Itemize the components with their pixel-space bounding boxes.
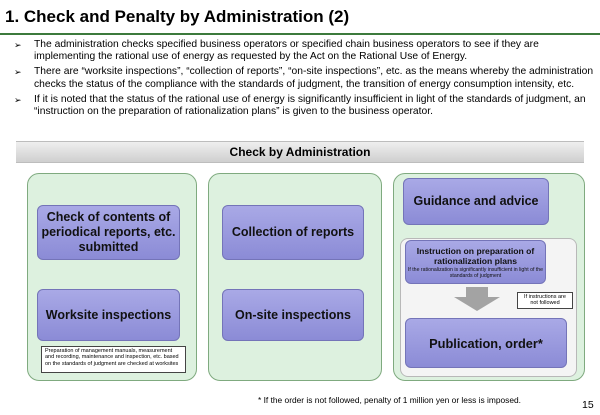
not-followed-callout: If instructions are not followed: [517, 292, 573, 309]
instruction-note: If the rationalization is significantly insufficient in light of the standards of judgment: [407, 266, 544, 279]
diagram-header: Check by Administration: [16, 141, 584, 163]
instruction-rationalization-box: [405, 240, 546, 284]
down-arrow-icon: [454, 297, 500, 311]
bullet-item: [14, 94, 594, 118]
publication-order-box: Publication, order*: [405, 318, 567, 368]
guidance-advice-box: Guidance and advice: [403, 178, 549, 225]
on-site-inspections-box: On-site inspections: [222, 289, 364, 341]
bullet-item: [14, 66, 594, 90]
worksite-inspections-box: Worksite inspections: [37, 289, 180, 341]
bullet-text: There are “worksite inspections”, “collection of reports”, “on-site inspections”, etc. as the means whereby the administration checks the status of the compliance with the standards of judgment, the transition of energy consumption intensity, etc.: [34, 66, 594, 90]
instruction-title: Instruction on preparation of rationalization plans: [416, 245, 535, 266]
penalty-footnote: * If the order is not followed, penalty of 1 million yen or less is imposed.: [258, 395, 522, 405]
bullet-text: The administration checks specified business operators or specified chain business operators to see if they are implementing the rational use of energy as requested by the Act on the Rational Use of Energy.: [34, 39, 539, 63]
down-arrow-shaft: [466, 287, 488, 297]
title-underline: [0, 33, 600, 35]
collection-of-reports-box: Collection of reports: [222, 205, 364, 260]
bullet-arrow-icon: ➢: [14, 67, 22, 78]
page-number: 15: [582, 399, 594, 411]
check-reports-box: Check of contents of periodical reports, etc. submitted: [37, 205, 180, 260]
page-title: 1. Check and Penalty by Administration (2): [5, 7, 350, 26]
bullet-list: [14, 39, 594, 121]
worksite-callout: Preparation of management manuals, measurement and recording, maintenance and inspection, etc. based on the standards of judgment are checked at worksites: [41, 346, 186, 373]
bullet-arrow-icon: ➢: [14, 94, 22, 105]
bullet-text: If it is noted that the status of the rational use of energy is significantly insufficient in light of the standards of judgment, an “instruction on the preparation of rationalization plans” is given to the business operator.: [34, 93, 586, 118]
bullet-arrow-icon: ➢: [14, 40, 22, 50]
bullet-item: [14, 39, 594, 63]
